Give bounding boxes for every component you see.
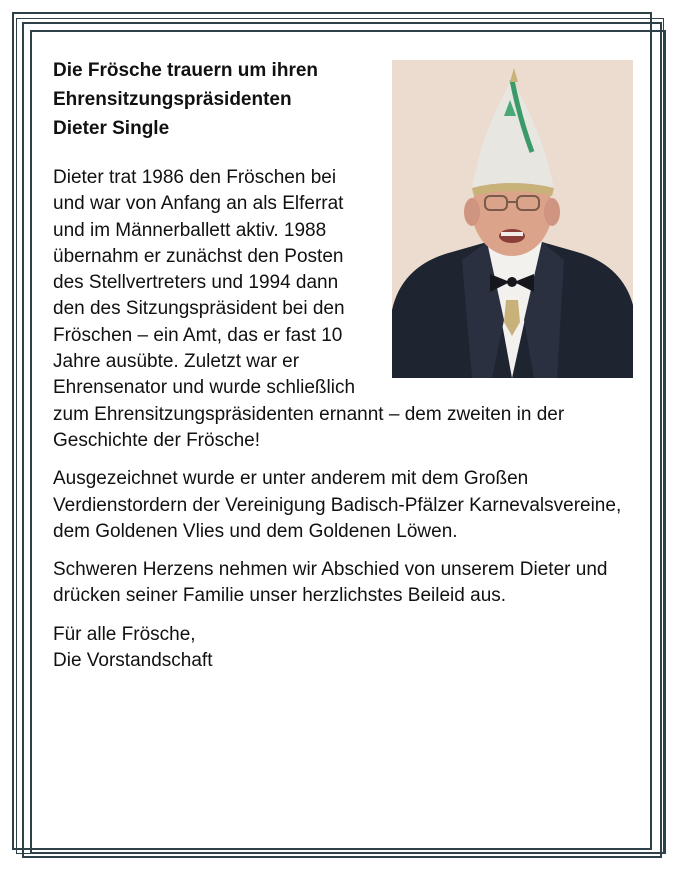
paragraph-awards: Ausgezeichnet wurde er unter anderem mit dem Großen Verdienstordern der Vereinigung Badisch-Pfälzer Karnevalsvereine, dem Goldenen Vlies und dem Goldenen Löwen.: [53, 468, 622, 542]
portrait-photo: [392, 60, 633, 378]
notice-title: Die Frösche trauern um ihren Ehrensitzungspräsidenten Dieter Single: [53, 60, 319, 139]
paragraph-condolence: Schweren Herzens nehmen wir Abschied von unserem Dieter und drücken seiner Familie unser herzlichstes Beileid aus.: [53, 559, 608, 607]
paragraph-career: Dieter trat 1986 den Fröschen bei und war von Anfang an als Elferrat und im Männerballett aktiv. 1988 übernahm er zunächst den Posten des Stellvertreters und 1994 dann den des Sitzungspräsident bei den Fröschen – ein Amt, das er fast 10 Jahre ausübte. Zuletzt war er Ehrensenator und wurde schließlich zum Ehrensitzungspräsidenten ernannt – dem zweiten in der Geschichte der Frösche!: [53, 167, 565, 451]
closing-signature: Für alle Frösche, Die Vorstandschaft: [53, 623, 213, 672]
obituary-notice: [53, 56, 633, 674]
